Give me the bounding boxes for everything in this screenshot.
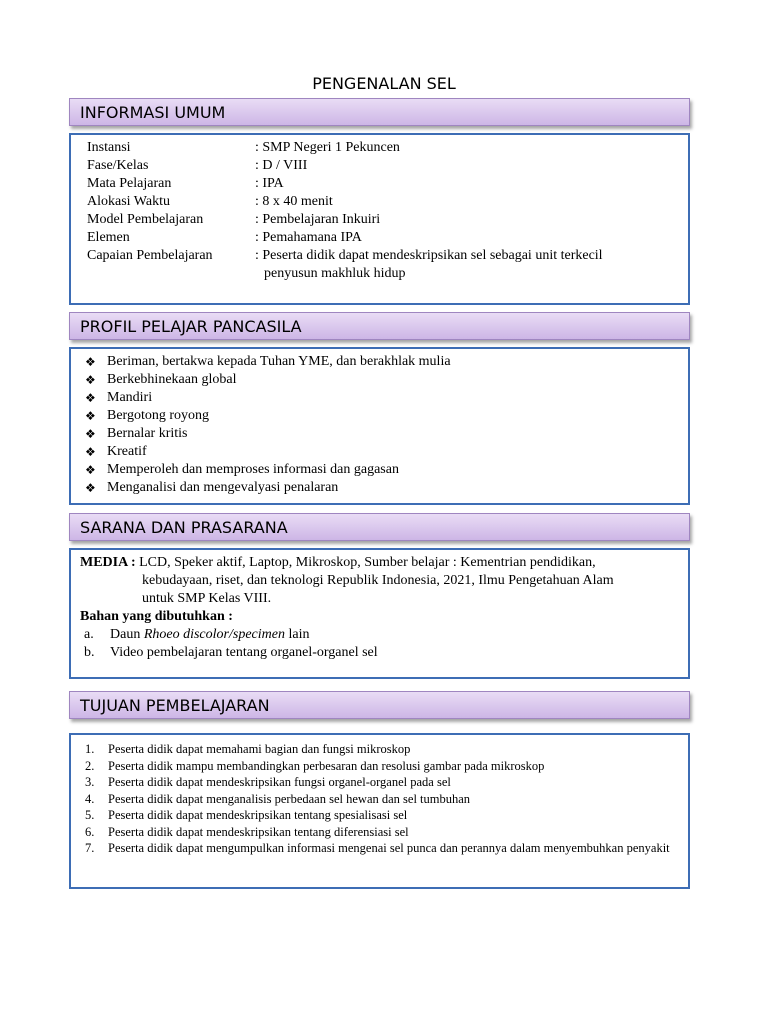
info-value-text: : Pemahamana IPA [255, 230, 362, 245]
profil-item-text: Mandiri [107, 390, 153, 405]
bahan-item-post: lain [284, 627, 310, 642]
media-text: LCD, Speker aktif, Laptop, Mikroskop, Sumber belajar : Kementrian pendidikan, [139, 555, 596, 570]
sarana-content [80, 554, 670, 662]
bahan-item [80, 644, 670, 662]
tujuan-header: TUJUAN PEMBELAJARAN [69, 691, 690, 719]
media-line [80, 554, 670, 572]
info-value [255, 175, 645, 193]
profil-item-text: Beriman, bertakwa kepada Tuhan YME, dan berakhlak mulia [107, 354, 451, 369]
tujuan-item-number: 4. [85, 791, 95, 806]
info-value [255, 247, 645, 283]
profil-item [85, 461, 451, 479]
bahan-item-key: a. [84, 627, 94, 642]
info-value [255, 193, 645, 211]
info-label: Instansi [87, 140, 131, 155]
info-label: Fase/Kelas [87, 158, 149, 173]
tujuan-item [85, 741, 680, 758]
diamond-bullet-icon: ❖ [85, 373, 96, 387]
diamond-bullet-icon: ❖ [85, 355, 96, 369]
tujuan-list [85, 741, 680, 857]
media-continuation-1: kebudayaan, riset, dan teknologi Republik Indonesia, 2021, Ilmu Pengetahuan Alam [142, 573, 614, 588]
media-continuation-2: untuk SMP Kelas VIII. [142, 591, 272, 606]
informasi-umum-header: INFORMASI UMUM [69, 98, 690, 126]
info-label: Model Pembelajaran [87, 212, 204, 227]
bahan-item-pre: Video pembelajaran tentang organel-organel sel [110, 645, 378, 660]
profil-item [85, 407, 451, 425]
info-row [87, 157, 645, 175]
tujuan-item-number: 3. [85, 775, 95, 789]
profil-item-text: Memperoleh dan memproses informasi dan gagasan [107, 462, 399, 477]
tujuan-item [85, 791, 680, 808]
document-title: PENGENALAN SEL [312, 74, 456, 93]
tujuan-item-text: Peserta didik dapat mendeskripsikan tentang diferensiasi sel [108, 824, 409, 839]
tujuan-item-text: Peserta didik dapat mengumpulkan informasi mengenai sel punca dan perannya dalam menyembuhkan penyakit [108, 841, 670, 855]
profil-item [85, 443, 451, 461]
info-label: Capaian Pembelajaran [87, 248, 213, 263]
info-label: Mata Pelajaran [87, 176, 172, 191]
diamond-bullet-icon: ❖ [85, 409, 96, 423]
tujuan-item-text: Peserta didik dapat mendeskripsikan fungsi organel-organel pada sel [108, 775, 451, 789]
profil-item-text: Menganalisi dan mengevalyasi penalaran [107, 480, 339, 495]
info-value [255, 211, 645, 229]
bahan-label: Bahan yang dibutuhkan : [80, 609, 233, 624]
info-label: Alokasi Waktu [87, 194, 170, 209]
info-value-text: : Pembelajaran Inkuiri [255, 212, 381, 227]
sarana-box [69, 548, 690, 679]
bahan-item-key: b. [84, 645, 95, 660]
tujuan-item [85, 840, 680, 857]
bahan-item [80, 626, 670, 644]
tujuan-item [85, 807, 680, 824]
profil-item [85, 389, 451, 407]
diamond-bullet-icon: ❖ [85, 391, 96, 405]
tujuan-item-number: 6. [85, 824, 95, 839]
diamond-bullet-icon: ❖ [85, 463, 96, 477]
profil-item-text: Bergotong royong [107, 408, 210, 423]
info-value [255, 139, 645, 157]
tujuan-item-text: Peserta didik mampu membandingkan perbesaran dan resolusi gambar pada mikroskop [108, 758, 545, 773]
profil-item-text: Bernalar kritis [107, 426, 188, 441]
informasi-umum-table [87, 139, 645, 283]
profil-item [85, 425, 451, 443]
profil-item-text: Berkebhinekaan global [107, 372, 237, 387]
bahan-item-italic: Rhoeo discolor/specimen [143, 627, 285, 642]
info-row [87, 193, 645, 211]
info-row [87, 139, 645, 157]
profil-item [85, 479, 451, 497]
informasi-umum-box [69, 133, 690, 305]
info-value [255, 229, 645, 247]
tujuan-item [85, 824, 680, 841]
media-label: MEDIA : [80, 555, 136, 570]
diamond-bullet-icon: ❖ [85, 427, 96, 441]
profil-box [69, 347, 690, 505]
diamond-bullet-icon: ❖ [85, 445, 96, 459]
profil-list [85, 353, 451, 497]
tujuan-item-text: Peserta didik dapat menganalisis perbedaan sel hewan dan sel tumbuhan [108, 791, 471, 806]
info-row [87, 211, 645, 229]
tujuan-item-number: 1. [85, 742, 95, 756]
info-row [87, 175, 645, 193]
tujuan-item [85, 758, 680, 775]
tujuan-box [69, 733, 690, 889]
info-row [87, 229, 645, 247]
profil-item-text: Kreatif [107, 444, 147, 459]
info-label: Elemen [87, 230, 130, 245]
profil-item [85, 371, 451, 389]
info-value-text: : IPA [255, 176, 284, 191]
tujuan-item-number: 7. [85, 841, 95, 855]
profil-header: PROFIL PELAJAR PANCASILA [69, 312, 690, 340]
tujuan-item-number: 2. [85, 758, 95, 773]
diamond-bullet-icon: ❖ [85, 481, 96, 495]
sarana-header: SARANA DAN PRASARANA [69, 513, 690, 541]
bahan-list [80, 626, 670, 662]
info-value-text: : 8 x 40 menit [255, 194, 333, 209]
bahan-item-text [110, 644, 378, 662]
tujuan-item-text: Peserta didik dapat mendeskripsikan tentang spesialisasi sel [108, 808, 408, 822]
info-value-text: : SMP Negeri 1 Pekuncen [255, 140, 400, 155]
info-row [87, 247, 645, 283]
tujuan-item-number: 5. [85, 808, 95, 822]
info-value-text: : Peserta didik dapat mendeskripsikan sel sebagai unit terkecil [255, 248, 603, 263]
info-value-continuation: penyusun makhluk hidup [264, 266, 406, 281]
profil-item [85, 353, 451, 371]
info-value-text: : D / VIII [255, 158, 308, 173]
bahan-item-text [110, 626, 309, 644]
bahan-item-pre: Daun [110, 627, 144, 642]
info-value [255, 157, 645, 175]
tujuan-item [85, 774, 680, 791]
tujuan-item-text: Peserta didik dapat memahami bagian dan fungsi mikroskop [108, 742, 411, 756]
